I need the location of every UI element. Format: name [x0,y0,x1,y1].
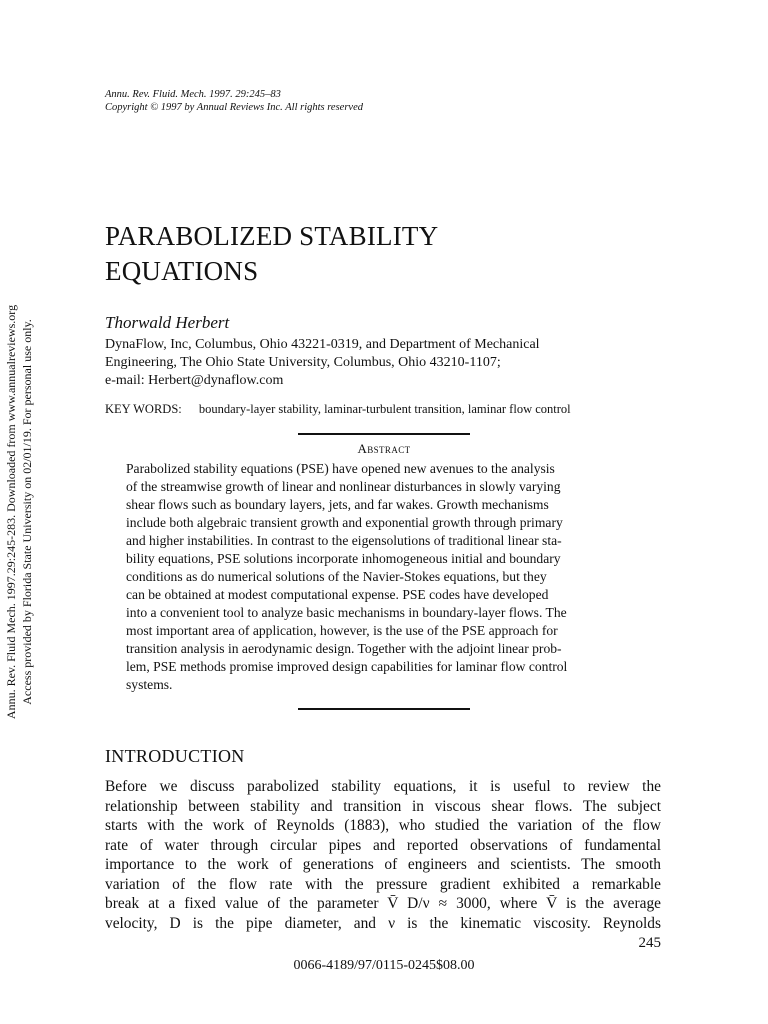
author-affiliation [105,336,665,390]
affiliation-line: DynaFlow, Inc, Columbus, Ohio 43221-0319, and Department of Mechanical [105,337,540,352]
body-line: Before we discuss parabolized stability equations, it is useful to review the [105,778,661,795]
body-line: velocity, D is the pipe diameter, and ν is the kinematic viscosity. Reynolds [105,914,661,932]
abstract-line: transition analysis in aerodynamic design. Together with the adjoint linear prob- [126,641,562,656]
abstract-line: into a convenient tool to analyze basic mechanisms in boundary-layer flows. The [126,605,567,620]
introduction-body [105,777,661,933]
article-title [105,219,438,289]
body-line: break at a fixed value of the parameter V̄ D/ν ≈ 3000, where V̄ is the average [105,895,661,912]
abstract-line: systems. [126,677,173,692]
body-line: variation of the flow rate with the pressure gradient exhibited a remarkable [105,875,661,893]
abstract-line: Parabolized stability equations (PSE) have opened new avenues to the analysis [126,461,555,476]
abstract-line: shear flows such as boundary layers, jets, and far wakes. Growth mechanisms [126,497,549,512]
title-line-1: PARABOLIZED STABILITY [105,221,439,251]
abstract-line: and higher instabilities. In contrast to the eigensolutions of traditional linear sta- [126,533,562,548]
download-notice-sidebar [3,282,43,742]
body-line: rate of water through circular pipes and reported observations of fundamental [105,836,661,854]
body-line: importance to the work of generations of engineers and scientists. The smooth [105,856,661,873]
abstract-body [126,460,641,694]
title-line-2: EQUATIONS [105,256,259,286]
abstract-line: bility equations, PSE solutions incorporate inhomogeneous initial and boundary [126,551,561,566]
abstract-line: conditions as do numerical solutions of the Navier-Stokes equations, but they [126,569,547,584]
abstract-line: of the streamwise growth of linear and nonlinear disturbances in slowly varying [126,479,561,494]
journal-header [105,88,363,114]
download-notice-line-2: Access provided by Florida State University on 02/01/19. For personal use only. [20,319,34,705]
abstract-bottom-rule [298,708,470,710]
body-line: relationship between stability and transition in viscous shear flows. The subject [105,797,661,815]
journal-citation: Annu. Rev. Fluid. Mech. 1997. 29:245–83 [105,89,281,100]
abstract-heading: Abstract [357,441,411,456]
footer-code: 0066-4189/97/0115-0245$08.00 [293,958,475,973]
affiliation-email: e-mail: Herbert@dynaflow.com [105,373,284,388]
section-heading-introduction: INTRODUCTION [105,746,245,766]
keywords [105,402,571,417]
keywords-label: KEY WORDS: [105,402,182,416]
abstract-line: most important area of application, however, is the use of the PSE approach for [126,623,558,638]
abstract-line: can be obtained at modest computational expense. PSE codes have developed [126,587,549,602]
abstract-top-rule [298,433,470,435]
download-notice-line-1: Annu. Rev. Fluid Mech. 1997.29:245-283. Downloaded from www.annualreviews.org [4,304,18,720]
abstract-line: include both algebraic transient growth and exponential growth through primary [126,515,563,530]
abstract-line: lem, PSE methods promise improved design capabilities for laminar flow control [126,659,568,674]
keywords-list: boundary-layer stability, laminar-turbulent transition, laminar flow control [198,402,571,416]
author-name: Thorwald Herbert [105,313,230,332]
copyright-notice: Copyright © 1997 by Annual Reviews Inc. All rights reserved [105,102,363,113]
page-number: 245 [638,935,661,951]
body-line: starts with the work of Reynolds (1883), who studied the variation of the flow [105,817,661,834]
affiliation-line: Engineering, The Ohio State University, Columbus, Ohio 43210-1107; [105,355,501,370]
